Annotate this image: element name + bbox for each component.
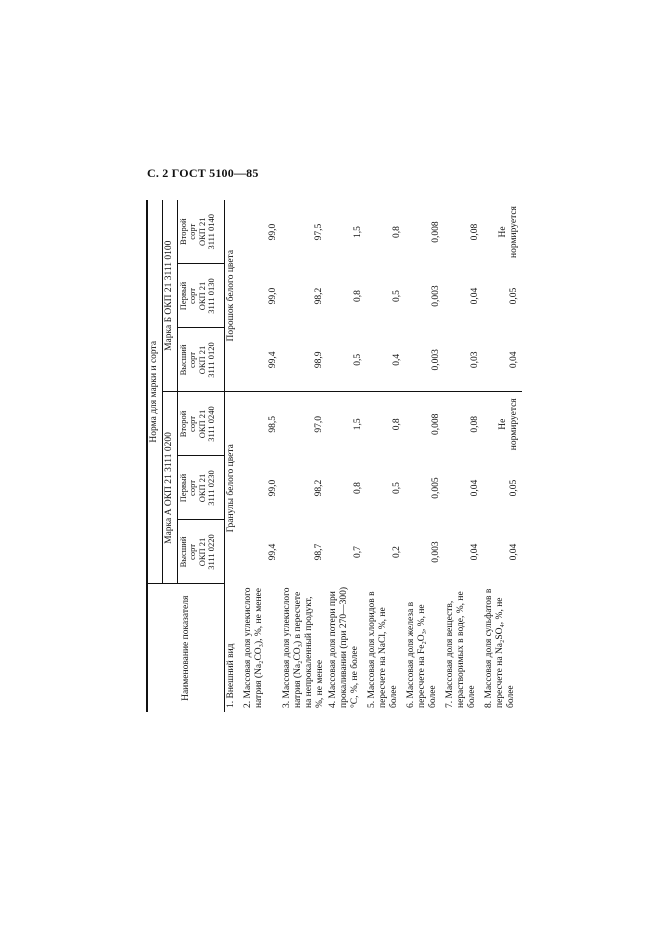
value-cell: 0,8	[352, 290, 363, 302]
grade-b-header: Марка Б ОКП 21 3111 0100	[163, 200, 178, 392]
table-row	[483, 200, 522, 712]
sort-header-line: сорт	[187, 352, 198, 368]
sort-header-line: ОКП 21	[196, 217, 207, 247]
value-cell: 0,4	[366, 328, 405, 392]
sort-header	[178, 392, 225, 456]
value-cell: Не нормируется	[497, 206, 519, 258]
sort-header-line: сорт	[187, 480, 198, 496]
value-cell: 99,0	[268, 287, 279, 305]
sort-header-line: Первый	[178, 281, 188, 311]
sort-header-line: 3111 0240	[206, 406, 217, 442]
sort-header	[178, 264, 225, 328]
specification-table	[146, 200, 522, 712]
value-cell: 0,8	[352, 482, 363, 494]
table-row	[242, 200, 281, 712]
value-cell: 98,2	[313, 479, 324, 497]
sort-header-line: 3111 0230	[206, 470, 217, 506]
table-row	[327, 200, 366, 712]
value-cell: 0,003	[405, 328, 444, 392]
table-row	[225, 200, 243, 712]
sort-header	[178, 200, 225, 264]
value-cell: 97,5	[313, 223, 324, 241]
sort-header-line: ОКП 21	[196, 281, 207, 311]
indicator-name: 2. Массовая доля углекислого натрия (Na₂CO₃), %, не менее	[243, 587, 264, 708]
sort-header-line: сорт	[187, 223, 198, 240]
value-cell: 98,7	[313, 543, 324, 561]
sort-header-line: сорт	[187, 544, 198, 560]
value-cell: 99,0	[268, 479, 279, 497]
value-cell: 0,04	[469, 543, 480, 561]
table-row	[444, 200, 483, 712]
sort-header-line: Второй	[178, 410, 188, 438]
indicator-name: 5. Массовая доля хлоридов в пересчете на NaCl, %, не более	[366, 591, 399, 708]
sort-header-line: Высший	[178, 536, 188, 568]
indicator-name: 6. Массовая доля железа в пересчете на Fe₂O₃, %, не более	[405, 601, 438, 708]
value-cell: 98,9	[281, 328, 327, 392]
value-cell: Не нормируется	[497, 398, 519, 451]
table-row	[366, 200, 405, 712]
value-cell: 0,04	[508, 543, 519, 561]
grade-a-header: Марка А ОКП 21 3111 0200	[163, 392, 178, 584]
value-cell: 0,5	[391, 290, 402, 302]
value-cell: 0,003	[430, 541, 441, 563]
indicator-name: 4. Массовая доля потери при прокаливании (при 270—300) °С, %, не более	[327, 586, 360, 708]
value-cell: 0,08	[469, 223, 480, 241]
column-header-norm: Норма для марки и сорта	[147, 200, 163, 584]
value-cell: 0,04	[483, 328, 522, 392]
sort-header-line: Высший	[178, 344, 188, 376]
sort-header	[178, 456, 225, 520]
sort-header-line: 3111 0130	[206, 278, 217, 314]
sort-header-line: ОКП 21	[196, 345, 207, 375]
value-cell: 0,7	[352, 546, 363, 558]
value-cell: 0,05	[508, 287, 519, 305]
value-cell: 98,5	[268, 415, 279, 433]
sort-header-line: сорт	[187, 416, 198, 432]
sort-header-line: 3111 0120	[206, 342, 217, 378]
page-header: С. 2 ГОСТ 5100—85	[147, 166, 259, 180]
rotated-table-wrapper	[146, 200, 519, 712]
value-cell: 0,8	[391, 226, 402, 238]
value-cell: 0,005	[430, 477, 441, 499]
value-cell: 99,0	[268, 223, 279, 241]
value-cell: 0,2	[391, 546, 402, 558]
value-cell: 0,03	[444, 328, 483, 392]
indicator-name: 7. Массовая доля веществ, нерастворимых в воде, %, не более	[444, 591, 477, 708]
value-cell: 99,4	[242, 328, 281, 392]
value-cell: 97,0	[313, 415, 324, 433]
sort-header-line: 3111 0220	[206, 534, 217, 570]
table-row	[405, 200, 444, 712]
sort-header-line: ОКП 21	[196, 537, 207, 567]
indicator-name: 3. Массовая доля углекислого натрия (Na₂CO₃) в пересчете на непрокаленный продукт, %, не менее	[282, 587, 325, 708]
sort-header-line: Второй	[178, 218, 188, 246]
column-header-name: Наименование показателя	[147, 584, 225, 712]
value-cell: 99,4	[268, 543, 279, 561]
form-grade-b: Порошок белого цвета	[225, 200, 243, 392]
value-cell: 0,003	[430, 285, 441, 307]
value-cell: 0,04	[469, 287, 480, 305]
sort-header	[178, 520, 225, 584]
value-cell: 0,008	[430, 221, 441, 243]
sort-header	[178, 328, 225, 392]
sort-header-line: ОКП 21	[196, 473, 207, 503]
sort-header-line: сорт	[187, 288, 198, 304]
value-cell: 98,2	[313, 287, 324, 305]
value-cell: 0,5	[391, 482, 402, 494]
value-cell: 1,5	[352, 418, 363, 431]
value-cell: 0,04	[469, 479, 480, 497]
sort-header-line: ОКП 21	[196, 409, 207, 439]
value-cell: 0,05	[508, 479, 519, 497]
value-cell: 0,8	[391, 418, 402, 431]
indicator-name: 8. Массовая доля сульфатов в пересчете на Na₂SO₄, %, не более	[483, 588, 516, 708]
table-row	[281, 200, 327, 712]
value-cell: 0,5	[327, 328, 366, 392]
value-cell: 1,5	[352, 226, 363, 238]
value-cell: 0,08	[469, 415, 480, 433]
form-grade-a: Гранулы белого цвета	[226, 444, 236, 533]
value-cell: 0,008	[430, 413, 441, 435]
indicator-name: 1. Внешний вид	[226, 643, 236, 708]
sort-header-line: 3111 0140	[206, 214, 217, 250]
sort-header-line: Первый	[178, 473, 188, 503]
